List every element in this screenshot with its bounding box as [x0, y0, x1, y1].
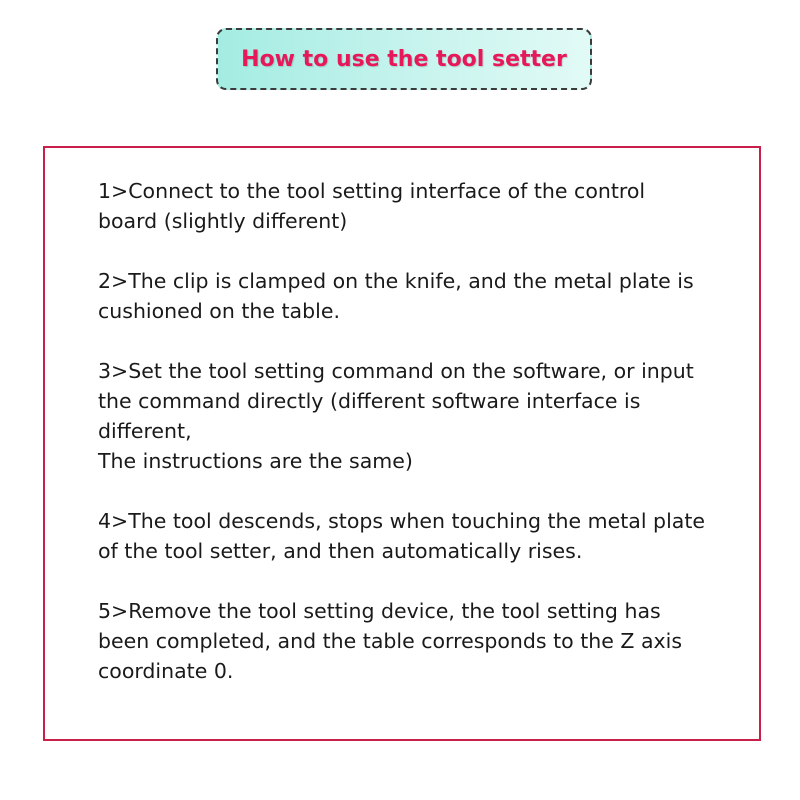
step-2-line-2: cushioned on the table.: [98, 299, 340, 323]
step-3: [98, 356, 738, 476]
page-title: How to use the tool setter: [241, 46, 567, 72]
step-3-line-4: The instructions are the same): [98, 449, 413, 473]
step-5: [98, 596, 738, 686]
step-1: [98, 176, 738, 236]
step-5-line-2: been completed, and the table corresponds to the Z axis: [98, 629, 683, 653]
instructions-panel: [43, 146, 761, 741]
step-1-line-2: board (slightly different): [98, 209, 348, 233]
step-2-line-1: 2>The clip is clamped on the knife, and the metal plate is: [98, 269, 694, 293]
step-5-line-3: coordinate 0.: [98, 659, 234, 683]
step-2: [98, 266, 738, 326]
step-3-line-1: 3>Set the tool setting command on the software, or input: [98, 359, 694, 383]
step-4-line-2: of the tool setter, and then automatically rises.: [98, 539, 583, 563]
step-3-line-3: different,: [98, 419, 192, 443]
step-1-line-1: 1>Connect to the tool setting interface of the control: [98, 179, 646, 203]
step-3-line-2: the command directly (different software interface is: [98, 389, 641, 413]
step-5-line-1: 5>Remove the tool setting device, the tool setting has: [98, 599, 661, 623]
title-banner: [216, 28, 592, 90]
step-4: [98, 506, 738, 566]
step-4-line-1: 4>The tool descends, stops when touching the metal plate: [98, 509, 705, 533]
steps-list: [98, 176, 738, 716]
